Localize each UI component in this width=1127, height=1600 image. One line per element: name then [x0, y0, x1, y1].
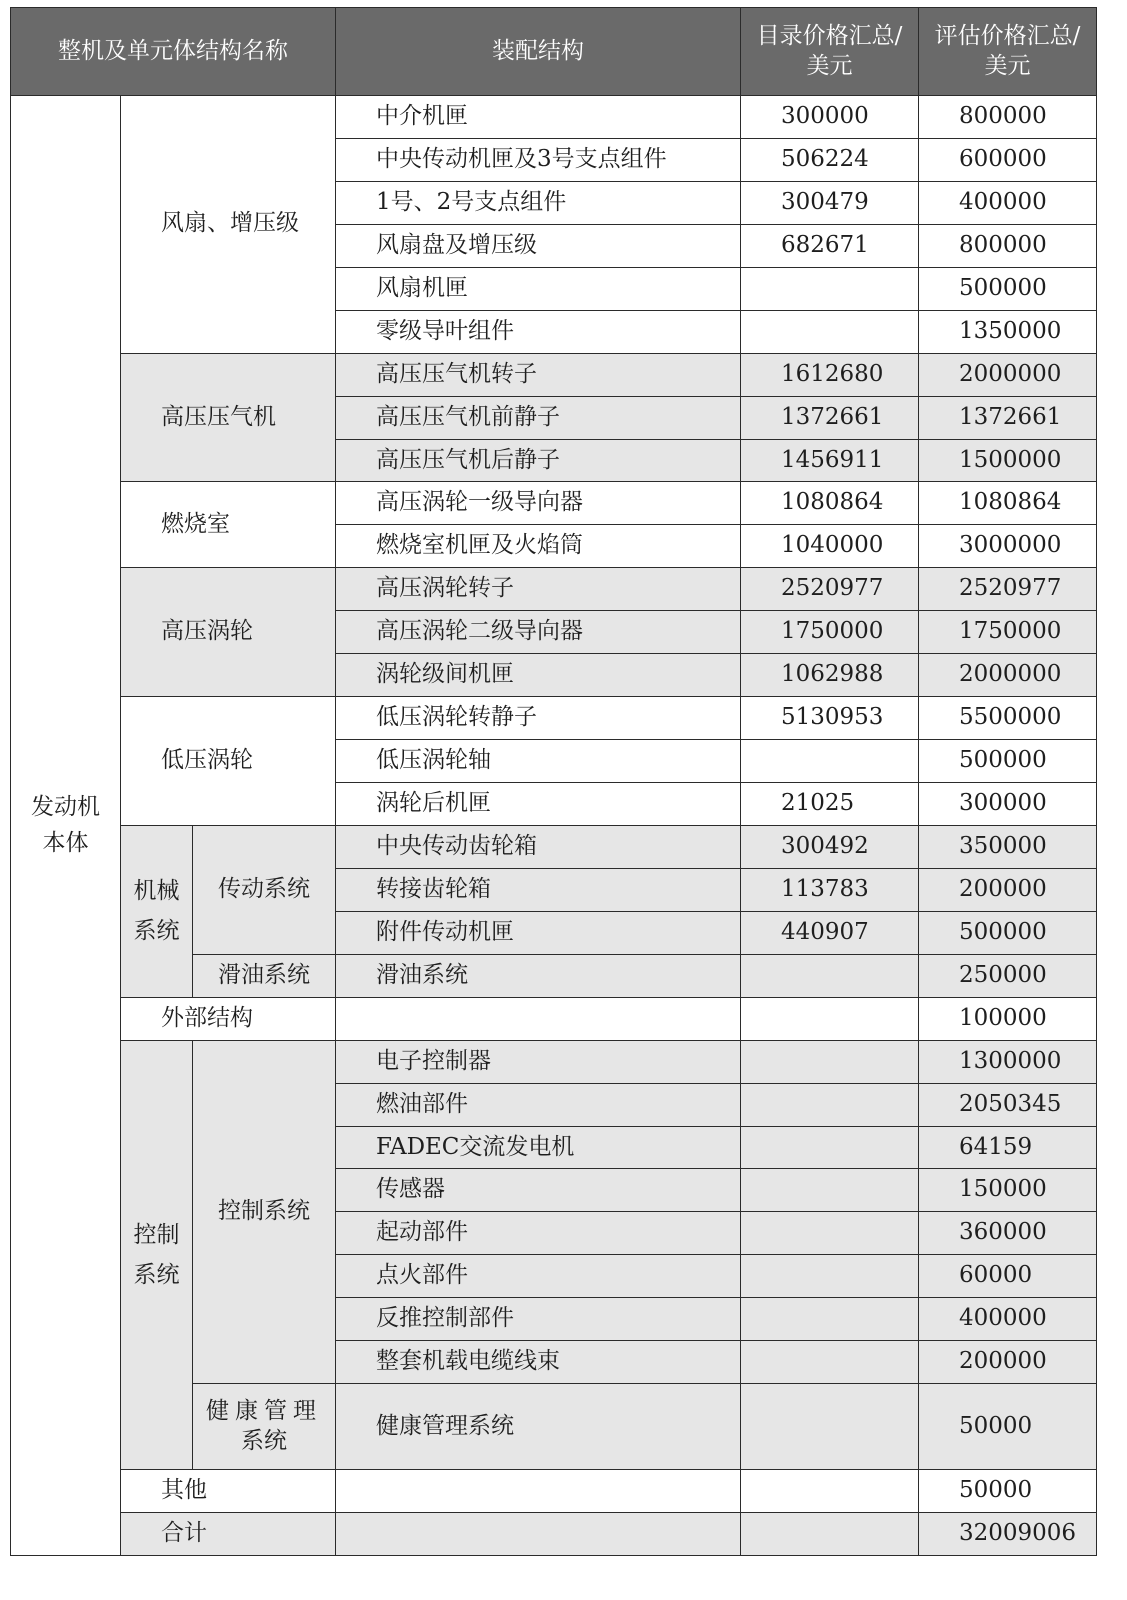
eval-price: 500000 [919, 267, 1097, 310]
item-name: 中央传动齿轮箱 [336, 825, 741, 868]
catalog-price [741, 267, 919, 310]
catalog-price: 1750000 [741, 611, 919, 654]
item-name: 高压涡轮一级导向器 [336, 482, 741, 525]
eval-price: 50000 [919, 1384, 1097, 1470]
eval-price: 500000 [919, 740, 1097, 783]
item-name: 反推控制部件 [336, 1298, 741, 1341]
eval-price: 2520977 [919, 568, 1097, 611]
item-name: FADEC交流发电机 [336, 1126, 741, 1169]
eval-price: 60000 [919, 1255, 1097, 1298]
item-name: 转接齿轮箱 [336, 868, 741, 911]
item-name: 中介机匣 [336, 96, 741, 139]
eval-price: 5500000 [919, 697, 1097, 740]
item-name: 高压压气机后静子 [336, 439, 741, 482]
eval-price: 200000 [919, 1341, 1097, 1384]
eval-price: 1080864 [919, 482, 1097, 525]
eval-price: 2000000 [919, 654, 1097, 697]
group-combustor-label: 燃烧室 [121, 482, 336, 568]
catalog-price [741, 1513, 919, 1556]
eval-price: 1372661 [919, 396, 1097, 439]
catalog-price [741, 1169, 919, 1212]
item-name: 健康管理系统 [336, 1384, 741, 1470]
subgroup-drive-label: 传动系统 [193, 825, 336, 954]
eval-price: 250000 [919, 954, 1097, 997]
catalog-price [741, 1384, 919, 1470]
table-row [11, 96, 1097, 139]
header-eval-price: 评估价格汇总/ 美元 [919, 8, 1097, 96]
root-label: 发动机 本体 [11, 96, 121, 1556]
eval-price: 200000 [919, 868, 1097, 911]
catalog-price: 1456911 [741, 439, 919, 482]
table-row [11, 568, 1097, 611]
catalog-price: 5130953 [741, 697, 919, 740]
eval-price: 2050345 [919, 1083, 1097, 1126]
header-catalog-price: 目录价格汇总/ 美元 [741, 8, 919, 96]
header-name: 整机及单元体结构名称 [11, 8, 336, 96]
catalog-price [741, 997, 919, 1040]
eval-price: 64159 [919, 1126, 1097, 1169]
eval-price: 360000 [919, 1212, 1097, 1255]
table-row [11, 697, 1097, 740]
item-name: 点火部件 [336, 1255, 741, 1298]
catalog-price [741, 1126, 919, 1169]
eval-price: 600000 [919, 138, 1097, 181]
table-row [11, 1040, 1097, 1083]
table-row [11, 1470, 1097, 1513]
item-name [336, 997, 741, 1040]
item-name: 低压涡轮转静子 [336, 697, 741, 740]
eval-price: 1300000 [919, 1040, 1097, 1083]
table-row [11, 825, 1097, 868]
item-name: 1号、2号支点组件 [336, 181, 741, 224]
eval-price: 400000 [919, 181, 1097, 224]
eval-price: 1750000 [919, 611, 1097, 654]
catalog-price [741, 1255, 919, 1298]
catalog-price: 300492 [741, 825, 919, 868]
catalog-price: 113783 [741, 868, 919, 911]
table-row [11, 353, 1097, 396]
group-mech-label: 机械 系统 [121, 825, 193, 997]
eval-price: 1500000 [919, 439, 1097, 482]
eval-price: 300000 [919, 783, 1097, 826]
item-name: 整套机载电缆线束 [336, 1341, 741, 1384]
item-name: 附件传动机匣 [336, 911, 741, 954]
item-name [336, 1470, 741, 1513]
header-row [11, 8, 1097, 96]
item-name: 风扇机匣 [336, 267, 741, 310]
eval-price: 800000 [919, 96, 1097, 139]
catalog-price: 1040000 [741, 525, 919, 568]
eval-price: 150000 [919, 1169, 1097, 1212]
eval-price: 350000 [919, 825, 1097, 868]
catalog-price: 682671 [741, 224, 919, 267]
group-external-label: 外部结构 [121, 997, 336, 1040]
catalog-price [741, 1040, 919, 1083]
catalog-price: 440907 [741, 911, 919, 954]
item-name: 零级导叶组件 [336, 310, 741, 353]
group-lpt-label: 低压涡轮 [121, 697, 336, 826]
item-name: 滑油系统 [336, 954, 741, 997]
item-name: 起动部件 [336, 1212, 741, 1255]
header-assembly: 装配结构 [336, 8, 741, 96]
catalog-price: 1372661 [741, 396, 919, 439]
total-row [11, 1513, 1097, 1556]
item-name: 高压压气机转子 [336, 353, 741, 396]
item-name: 涡轮后机匣 [336, 783, 741, 826]
catalog-price: 21025 [741, 783, 919, 826]
item-name: 电子控制器 [336, 1040, 741, 1083]
subgroup-lube-label: 滑油系统 [193, 954, 336, 997]
catalog-price [741, 1298, 919, 1341]
catalog-price [741, 954, 919, 997]
catalog-price [741, 1470, 919, 1513]
catalog-price [741, 740, 919, 783]
eval-price: 2000000 [919, 353, 1097, 396]
catalog-price [741, 1212, 919, 1255]
eval-price: 800000 [919, 224, 1097, 267]
catalog-price: 300000 [741, 96, 919, 139]
item-name: 高压涡轮二级导向器 [336, 611, 741, 654]
eval-price: 50000 [919, 1470, 1097, 1513]
total-eval-price: 32009006 [919, 1513, 1097, 1556]
item-name: 风扇盘及增压级 [336, 224, 741, 267]
item-name: 燃油部件 [336, 1083, 741, 1126]
catalog-price: 506224 [741, 138, 919, 181]
catalog-price [741, 1341, 919, 1384]
group-hpt-label: 高压涡轮 [121, 568, 336, 697]
item-name: 燃烧室机匣及火焰筒 [336, 525, 741, 568]
catalog-price: 2520977 [741, 568, 919, 611]
group-hpc-label: 高压压气机 [121, 353, 336, 482]
eval-price: 400000 [919, 1298, 1097, 1341]
item-name: 低压涡轮轴 [336, 740, 741, 783]
item-name: 高压涡轮转子 [336, 568, 741, 611]
eval-price: 100000 [919, 997, 1097, 1040]
catalog-price [741, 1083, 919, 1126]
table-row [11, 482, 1097, 525]
catalog-price: 1612680 [741, 353, 919, 396]
eval-price: 3000000 [919, 525, 1097, 568]
total-label: 合计 [121, 1513, 336, 1556]
eval-price: 1350000 [919, 310, 1097, 353]
catalog-price [741, 310, 919, 353]
group-ctrl-label: 控制 系统 [121, 1040, 193, 1470]
table-row [11, 997, 1097, 1040]
item-name: 中央传动机匣及3号支点组件 [336, 138, 741, 181]
group-fan-label: 风扇、增压级 [121, 96, 336, 354]
catalog-price: 1062988 [741, 654, 919, 697]
subgroup-control-label: 控制系统 [193, 1040, 336, 1384]
catalog-price: 300479 [741, 181, 919, 224]
item-name [336, 1513, 741, 1556]
catalog-price: 1080864 [741, 482, 919, 525]
price-table [10, 7, 1097, 1556]
eval-price: 500000 [919, 911, 1097, 954]
item-name: 涡轮级间机匣 [336, 654, 741, 697]
group-other-label: 其他 [121, 1470, 336, 1513]
item-name: 高压压气机前静子 [336, 396, 741, 439]
subgroup-health-label: 健康管理 系统 [193, 1384, 336, 1470]
item-name: 传感器 [336, 1169, 741, 1212]
